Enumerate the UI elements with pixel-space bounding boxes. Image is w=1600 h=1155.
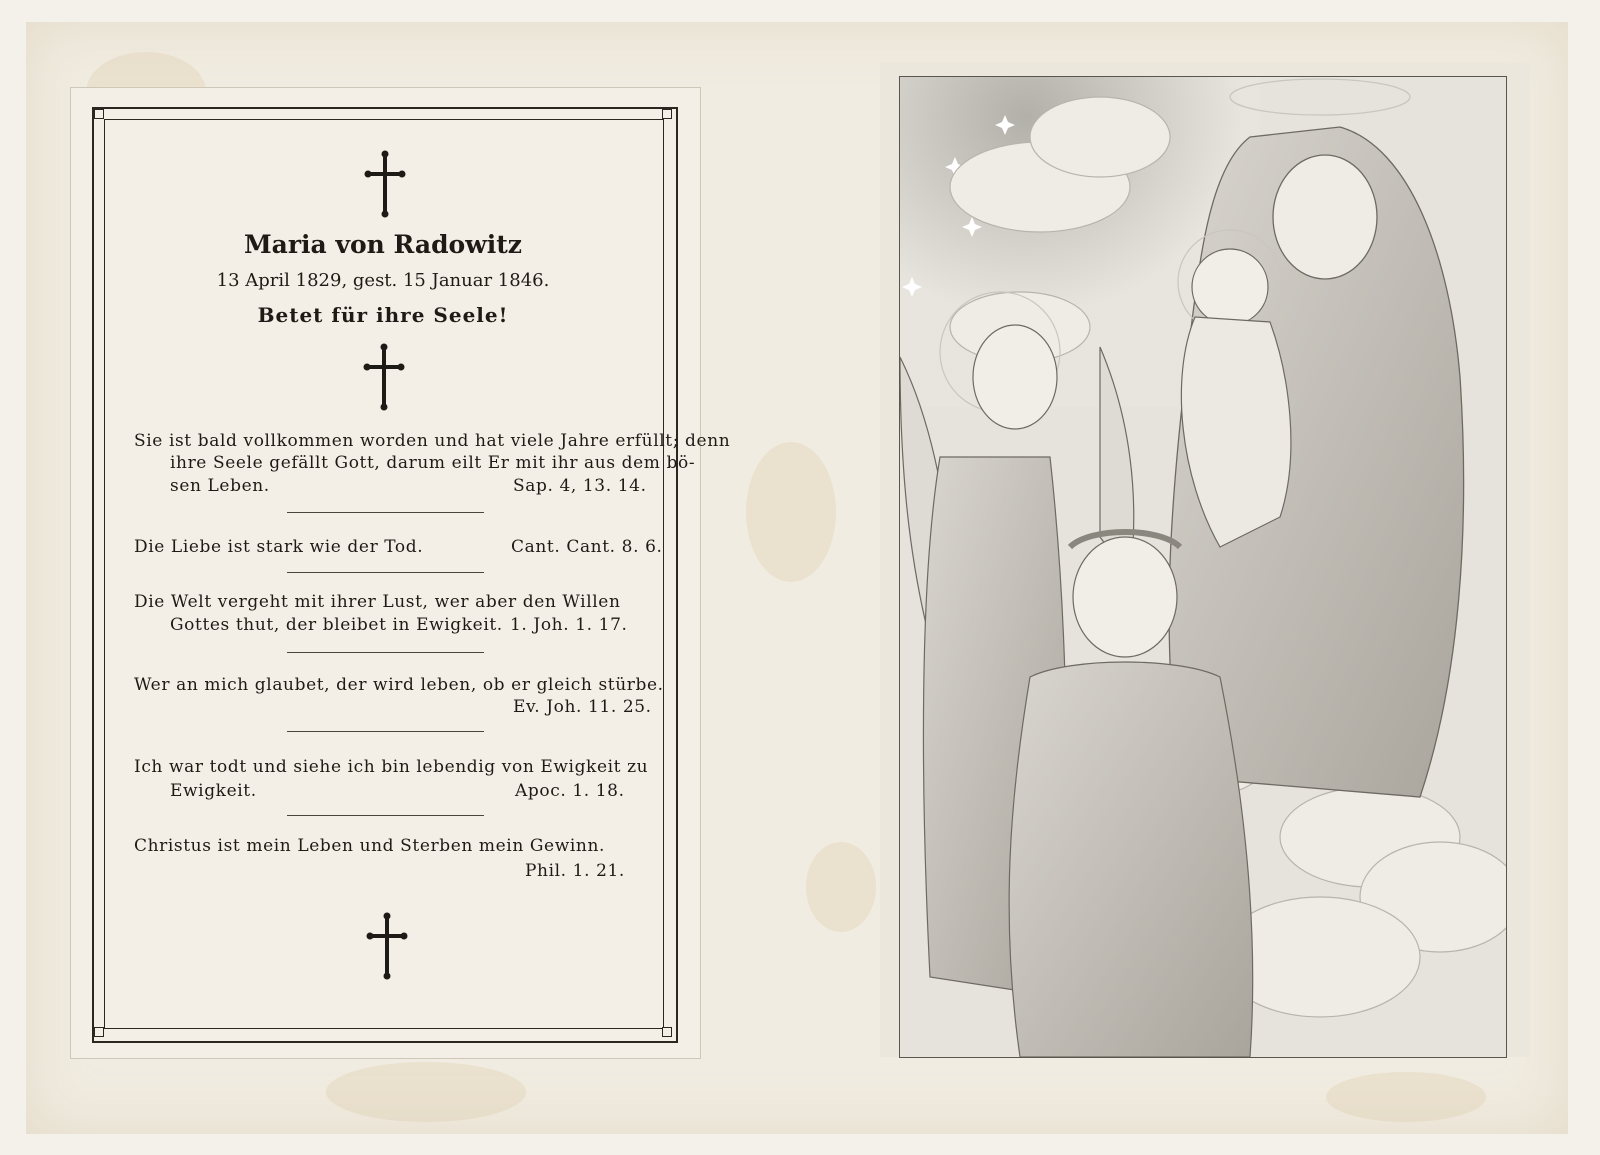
verse-reference: Apoc. 1. 18. xyxy=(515,781,625,801)
frame-corner xyxy=(94,1027,104,1037)
prayer-line: Betet für ihre Seele! xyxy=(257,303,509,327)
foxing-stain xyxy=(1326,1072,1486,1122)
verse-line: Ich war todt und siehe ich bin lebendig von Ewigkeit zu xyxy=(134,757,649,777)
life-dates: 13 April 1829, gest. 15 Januar 1846. xyxy=(216,270,550,291)
cross-icon xyxy=(366,912,408,982)
deceased-name: Maria von Radowitz xyxy=(244,230,522,259)
foxing-stain xyxy=(806,842,876,932)
verse-reference: Ev. Joh. 11. 25. xyxy=(513,697,652,717)
verse-reference: Phil. 1. 21. xyxy=(525,861,625,881)
verse-line: Die Liebe ist stark wie der Tod. xyxy=(134,537,424,557)
foxing-stain xyxy=(326,1062,526,1122)
verse-line: Gottes thut, der bleibet in Ewigkeit. xyxy=(170,615,503,635)
verse-line: sen Leben. xyxy=(170,476,270,496)
cross-icon xyxy=(364,150,406,220)
verse-line: Christus ist mein Leben und Sterben mein Gewinn. xyxy=(134,836,606,856)
verse-line: Die Welt vergeht mit ihrer Lust, wer aber den Willen xyxy=(134,592,621,612)
verse-reference: 1. Joh. 1. 17. xyxy=(510,615,628,635)
verse-reference: Sap. 4, 13. 14. xyxy=(513,476,647,496)
frame-corner xyxy=(662,1027,672,1037)
divider xyxy=(287,512,484,513)
frame-corner xyxy=(662,109,672,119)
madonna-lithograph xyxy=(899,76,1507,1058)
verse-line: Wer an mich glaubet, der wird leben, ob er gleich stürbe. xyxy=(134,675,664,695)
cross-icon xyxy=(363,343,405,413)
frame-corner xyxy=(94,109,104,119)
divider xyxy=(287,731,484,732)
divider xyxy=(287,815,484,816)
verse-line: ihre Seele gefällt Gott, darum eilt Er mit ihr aus dem bö- xyxy=(170,453,696,473)
foxing-stain xyxy=(746,442,836,582)
divider xyxy=(287,572,484,573)
verse-reference: Cant. Cant. 8. 6. xyxy=(511,537,663,557)
verse-line: Sie ist bald vollkommen worden und hat viele Jahre erfüllt; denn xyxy=(134,431,731,451)
lithograph-drawing xyxy=(900,77,1506,1057)
verse-line: Ewigkeit. xyxy=(170,781,257,801)
divider xyxy=(287,652,484,653)
